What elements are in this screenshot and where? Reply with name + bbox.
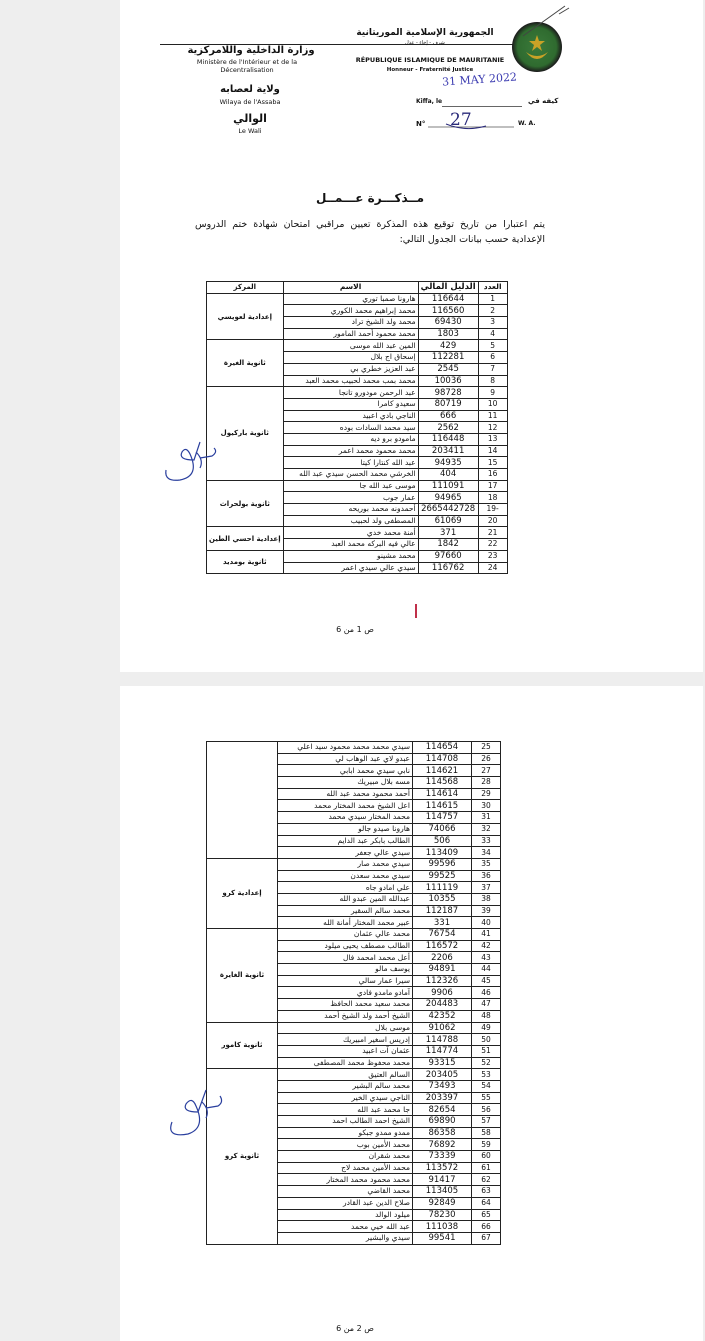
- date-stamp: 31 MAY 2022: [441, 70, 518, 89]
- republic-fr: RÉPUBLIQUE ISLAMIQUE DE MAURITANIE: [355, 56, 505, 64]
- row-financial-id: 114614: [413, 788, 472, 800]
- row-name: محمد محفوظ محمد المصطفى: [278, 1057, 413, 1069]
- row-number: 57: [472, 1116, 501, 1128]
- place-label-ar: كيفه في: [528, 97, 559, 105]
- row-financial-id: 10036: [418, 375, 478, 387]
- row-number: 18: [478, 492, 507, 504]
- row-name: ميلود الوالد: [278, 1209, 413, 1221]
- row-financial-id: 116560: [418, 305, 478, 317]
- document-page-2: [120, 686, 703, 1341]
- row-name: سيد محمد السادات بوده: [283, 422, 418, 434]
- emblem-signature-icon: [515, 2, 575, 42]
- row-name: سيدي محمد محمد محمود سيد اعلي: [278, 742, 413, 754]
- row-financial-id: 99596: [413, 858, 472, 870]
- number-suffix: W. A.: [518, 120, 536, 127]
- row-number: 12: [478, 422, 507, 434]
- number-value: 27: [450, 110, 472, 130]
- row-name: عبد الله خيي محمد: [278, 1221, 413, 1233]
- observers-table-page-1: [206, 281, 508, 574]
- row-name: عمار جوب: [283, 492, 418, 504]
- row-number: 14: [478, 445, 507, 457]
- row-name: اعل الشيخ محمد المختار محمد: [278, 800, 413, 812]
- row-number: 52: [472, 1057, 501, 1069]
- row-name: عبد الله كنتارا كيتا: [283, 457, 418, 469]
- red-mark: [415, 604, 417, 618]
- date-line: [442, 106, 522, 107]
- row-number: 22: [478, 539, 507, 551]
- row-number: 55: [472, 1092, 501, 1104]
- row-financial-id: 112187: [413, 905, 472, 917]
- row-number: 25: [472, 742, 501, 754]
- row-name: آمادو مامدو فادي: [278, 987, 413, 999]
- motto-ar: شرف - إخاء - عدل: [405, 40, 445, 46]
- row-number: 10: [478, 398, 507, 410]
- row-name: محمد المختار سيدي محمد: [278, 812, 413, 824]
- row-financial-id: 111038: [413, 1221, 472, 1233]
- table-header-row: [207, 282, 508, 294]
- row-name: موسى عبد الله جا: [283, 480, 418, 492]
- row-number: 9: [478, 387, 507, 399]
- document-page-1: [120, 0, 703, 672]
- row-financial-id: 116644: [418, 293, 478, 305]
- row-number: 1: [478, 293, 507, 305]
- row-exam-center: ثانوية كامور: [207, 1022, 278, 1069]
- row-number: 65: [472, 1209, 501, 1221]
- row-number: 7: [478, 363, 507, 375]
- row-name: أحمدونه محمد بوريحه: [283, 504, 418, 516]
- row-number: 35: [472, 858, 501, 870]
- row-number: 13: [478, 433, 507, 445]
- row-name: سعيدو كامرا: [283, 398, 418, 410]
- row-number: 27: [472, 765, 501, 777]
- row-financial-id: 99525: [413, 870, 472, 882]
- row-name: عالي فيه البركه محمد العبد: [283, 539, 418, 551]
- row-number: 66: [472, 1221, 501, 1233]
- row-name: المصطفى ولد لحبيب: [283, 515, 418, 527]
- table-row: [207, 858, 501, 870]
- row-financial-id: 203411: [418, 445, 478, 457]
- row-financial-id: 1842: [418, 539, 478, 551]
- table-row: [207, 929, 501, 941]
- row-number: 34: [472, 847, 501, 859]
- row-number: 50: [472, 1034, 501, 1046]
- place-label: Kiffa, le: [416, 98, 443, 105]
- row-name: أمنة محمد خدي: [283, 527, 418, 539]
- row-name: سيدي عالي جعفر: [278, 847, 413, 859]
- row-name: الخرشي محمد الحسن سيدي عبد الله: [283, 469, 418, 481]
- row-number: 4: [478, 328, 507, 340]
- table-row: [207, 387, 508, 399]
- row-financial-id: 506: [413, 835, 472, 847]
- row-financial-id: 1803: [418, 328, 478, 340]
- row-name: الطالب بابكر عبد الدايم: [278, 835, 413, 847]
- row-number: 32: [472, 823, 501, 835]
- row-financial-id: 114788: [413, 1034, 472, 1046]
- number-underline: [426, 118, 516, 132]
- row-name: محمد سالم السقير: [278, 905, 413, 917]
- row-number: 61: [472, 1162, 501, 1174]
- row-financial-id: 9906: [413, 987, 472, 999]
- row-number: 47: [472, 999, 501, 1011]
- row-financial-id: 78230: [413, 1209, 472, 1221]
- col-header-name: الاسم: [283, 282, 418, 294]
- table-row: [207, 480, 508, 492]
- row-number: 5: [478, 340, 507, 352]
- wali-fr: Le Wali: [238, 127, 262, 135]
- row-number: 42: [472, 940, 501, 952]
- row-name: محمد ولد الشيخ تراد: [283, 317, 418, 329]
- row-name: مسه بلال مبيريك: [278, 777, 413, 789]
- row-name: محمد إبراهيم محمد الكوري: [283, 305, 418, 317]
- row-number: 43: [472, 952, 501, 964]
- ministry-fr: Ministère de l'Intérieur et de la Décentralisation: [196, 58, 298, 74]
- motto-fr: Honneur - Fraternité Justice: [386, 67, 474, 73]
- row-financial-id: 92849: [413, 1197, 472, 1209]
- row-exam-center: إعدادية كرو: [207, 858, 278, 928]
- row-number: 45: [472, 975, 501, 987]
- row-name: محمد محمود محمد المختار: [278, 1174, 413, 1186]
- row-financial-id: 69890: [413, 1116, 472, 1128]
- wilaya-ar: ولاية لعصابه: [220, 84, 280, 95]
- republic-ar: الجمهورية الإسلامية الموريتانية: [356, 28, 494, 38]
- row-name: الشيخ أحمد ولد الشيخ أحمد: [278, 1010, 413, 1022]
- row-financial-id: 97660: [418, 550, 478, 562]
- signature-icon: [162, 1074, 242, 1144]
- table-row: [207, 550, 508, 562]
- observers-table-page-2: [206, 741, 501, 1245]
- row-number: 58: [472, 1127, 501, 1139]
- row-name: أحمد محمود محمد عبد الله: [278, 788, 413, 800]
- row-name: الناجي بادي اعبيد: [283, 410, 418, 422]
- row-number: 21: [478, 527, 507, 539]
- row-number: 67: [472, 1232, 501, 1244]
- row-financial-id: 42352: [413, 1010, 472, 1022]
- row-name: الطالب مصطف يحيى ميلود: [278, 940, 413, 952]
- row-financial-id: 94935: [418, 457, 478, 469]
- row-name: يوسف مالو: [278, 964, 413, 976]
- table-row: [207, 293, 508, 305]
- row-number: 63: [472, 1186, 501, 1198]
- row-exam-center: إعدادية احسي الطين: [207, 527, 284, 550]
- row-number: 41: [472, 929, 501, 941]
- row-financial-id: 204483: [413, 999, 472, 1011]
- row-financial-id: 114774: [413, 1045, 472, 1057]
- row-financial-id: 113409: [413, 847, 472, 859]
- table-row: [207, 527, 508, 539]
- row-number: 30: [472, 800, 501, 812]
- row-financial-id: 2665442728: [418, 504, 478, 516]
- row-name: عثمان آت اعبيد: [278, 1045, 413, 1057]
- row-name: محمد شقران: [278, 1151, 413, 1163]
- row-financial-id: 114708: [413, 753, 472, 765]
- row-name: محمد مشينو: [283, 550, 418, 562]
- row-exam-center: ثانوية باركيول: [207, 387, 284, 481]
- row-financial-id: 111119: [413, 882, 472, 894]
- row-name: علي امادو جاه: [278, 882, 413, 894]
- row-financial-id: 10355: [413, 893, 472, 905]
- row-name: هارونا صيدو جالو: [278, 823, 413, 835]
- row-number: 8: [478, 375, 507, 387]
- row-financial-id: 69430: [418, 317, 478, 329]
- row-name: إدريس اسغير امبيريك: [278, 1034, 413, 1046]
- table-row: [207, 340, 508, 352]
- row-number: 37: [472, 882, 501, 894]
- row-financial-id: 73493: [413, 1080, 472, 1092]
- row-name: صلاح الدين عبد القادر: [278, 1197, 413, 1209]
- row-name: عبير محمد المختار أمانة الله: [278, 917, 413, 929]
- row-name: عبدو لاي عبد الوهاب لي: [278, 753, 413, 765]
- row-name: إسحاق اج بلال: [283, 352, 418, 364]
- row-number: 49: [472, 1022, 501, 1034]
- row-number: 26: [472, 753, 501, 765]
- row-financial-id: 94965: [418, 492, 478, 504]
- row-financial-id: 113405: [413, 1186, 472, 1198]
- row-financial-id: 74066: [413, 823, 472, 835]
- row-financial-id: 2562: [418, 422, 478, 434]
- row-number: 59: [472, 1139, 501, 1151]
- row-name: عبد العزيز خطري بي: [283, 363, 418, 375]
- row-number: 3: [478, 317, 507, 329]
- row-financial-id: 91417: [413, 1174, 472, 1186]
- number-label: N°: [416, 120, 426, 128]
- row-name: محمد محمود أحمد المامور: [283, 328, 418, 340]
- row-name: سيرا عمار سالي: [278, 975, 413, 987]
- col-header-code: الدليل المالي: [418, 282, 478, 294]
- row-financial-id: 666: [418, 410, 478, 422]
- table-row: [207, 742, 501, 754]
- row-financial-id: 429: [418, 340, 478, 352]
- page-number: ص 1 من 6: [336, 625, 374, 634]
- row-number: 17: [478, 480, 507, 492]
- row-number: 6: [478, 352, 507, 364]
- row-name: محمد الأمين محمد لاج: [278, 1162, 413, 1174]
- row-number: 36: [472, 870, 501, 882]
- row-financial-id: 112326: [413, 975, 472, 987]
- row-name: سيدي محمد سعدن: [278, 870, 413, 882]
- row-name: عبد الرحمن مودورو تانجا: [283, 387, 418, 399]
- row-number: 24: [478, 562, 507, 574]
- row-name: محمد الأمين بوب: [278, 1139, 413, 1151]
- row-name: هارونا صمبا توري: [283, 293, 418, 305]
- page-number: ص 2 من 6: [336, 1324, 374, 1333]
- row-number: 53: [472, 1069, 501, 1081]
- table-row: [207, 1022, 501, 1034]
- row-number: 28: [472, 777, 501, 789]
- row-name: أعل محمد امحمد فال: [278, 952, 413, 964]
- row-number: 56: [472, 1104, 501, 1116]
- row-financial-id: 80719: [418, 398, 478, 410]
- row-name: سيدي عالي سيدي اعمر: [283, 562, 418, 574]
- row-financial-id: 371: [418, 527, 478, 539]
- row-name: محمد سالم البشير: [278, 1080, 413, 1092]
- row-name: الناجي سيدي الخير: [278, 1092, 413, 1104]
- row-number: -19: [478, 504, 507, 516]
- row-number: 64: [472, 1197, 501, 1209]
- row-exam-center: ثانوية الغيرة: [207, 340, 284, 387]
- col-header-center: المركز: [207, 282, 284, 294]
- row-financial-id: 61069: [418, 515, 478, 527]
- row-financial-id: 331: [413, 917, 472, 929]
- row-name: الشيخ احمد الطالب احمد: [278, 1116, 413, 1128]
- row-financial-id: 2206: [413, 952, 472, 964]
- row-financial-id: 76754: [413, 929, 472, 941]
- row-financial-id: 114568: [413, 777, 472, 789]
- row-number: 60: [472, 1151, 501, 1163]
- row-name: ممدو ممدو جبكو: [278, 1127, 413, 1139]
- row-number: 31: [472, 812, 501, 824]
- row-number: 54: [472, 1080, 501, 1092]
- row-financial-id: 99541: [413, 1232, 472, 1244]
- ministry-ar: وزارة الداخلية واللامركزية: [187, 45, 315, 56]
- row-exam-center: ثانوية كرو: [207, 1069, 278, 1244]
- row-name: محمد بمب محمد لحبيب محمد العبد: [283, 375, 418, 387]
- row-exam-center: [207, 742, 278, 859]
- col-header-number: العدد: [478, 282, 507, 294]
- wali-ar: الوالي: [233, 112, 267, 125]
- row-financial-id: 112281: [418, 352, 478, 364]
- signature-icon: [160, 430, 240, 490]
- row-financial-id: 114615: [413, 800, 472, 812]
- row-financial-id: 114621: [413, 765, 472, 777]
- row-exam-center: ثانوية بولحراث: [207, 480, 284, 527]
- row-financial-id: 98728: [418, 387, 478, 399]
- memo-intro: يتم اعتبارا من تاريخ توقيع هذه المذكرة تعيين مراقبي امتحان شهادة ختم الدروس الإعدادية حسب بيانات الجدول التالي:: [195, 219, 545, 245]
- row-financial-id: 94891: [413, 964, 472, 976]
- row-number: 16: [478, 469, 507, 481]
- row-number: 29: [472, 788, 501, 800]
- row-number: 20: [478, 515, 507, 527]
- row-financial-id: 2545: [418, 363, 478, 375]
- row-number: 62: [472, 1174, 501, 1186]
- row-name: جا محمد عبد الله: [278, 1104, 413, 1116]
- row-number: 11: [478, 410, 507, 422]
- row-exam-center: إعدادية لعويسي: [207, 293, 284, 340]
- row-financial-id: 93315: [413, 1057, 472, 1069]
- row-financial-id: 203405: [413, 1069, 472, 1081]
- row-financial-id: 91062: [413, 1022, 472, 1034]
- row-financial-id: 76892: [413, 1139, 472, 1151]
- row-name: السالم العتيق: [278, 1069, 413, 1081]
- row-name: محمد سعيد محمد الحافظ: [278, 999, 413, 1011]
- row-financial-id: 116762: [418, 562, 478, 574]
- row-number: 39: [472, 905, 501, 917]
- row-financial-id: 114757: [413, 812, 472, 824]
- table-row: [207, 1069, 501, 1081]
- row-number: 44: [472, 964, 501, 976]
- row-name: محمد محمود محمد اعمر: [283, 445, 418, 457]
- row-name: محمد القاضي: [278, 1186, 413, 1198]
- row-financial-id: 404: [418, 469, 478, 481]
- row-name: محمد عالي عثمان: [278, 929, 413, 941]
- row-financial-id: 116448: [418, 433, 478, 445]
- row-name: موسى بلال: [278, 1022, 413, 1034]
- row-name: سيدي محمد صار: [278, 858, 413, 870]
- row-number: 23: [478, 550, 507, 562]
- row-name: نابي سيدي محمد ابابي: [278, 765, 413, 777]
- row-number: 33: [472, 835, 501, 847]
- row-financial-id: 73339: [413, 1151, 472, 1163]
- row-financial-id: 114654: [413, 742, 472, 754]
- row-financial-id: 111091: [418, 480, 478, 492]
- row-number: 38: [472, 893, 501, 905]
- row-financial-id: 113572: [413, 1162, 472, 1174]
- row-number: 40: [472, 917, 501, 929]
- wilaya-fr: Wilaya de l'Assaba: [219, 98, 281, 106]
- row-number: 46: [472, 987, 501, 999]
- row-name: المين عبد الله موسى: [283, 340, 418, 352]
- row-number: 2: [478, 305, 507, 317]
- row-number: 48: [472, 1010, 501, 1022]
- memo-title: مــذكـــرة عـــمــل: [315, 191, 425, 205]
- row-name: مامودو برو ديه: [283, 433, 418, 445]
- row-number: 15: [478, 457, 507, 469]
- row-exam-center: ثانوية الغايرة: [207, 929, 278, 1023]
- row-name: سيدي والبشير: [278, 1232, 413, 1244]
- row-exam-center: ثانوية بومديد: [207, 550, 284, 573]
- row-number: 51: [472, 1045, 501, 1057]
- row-financial-id: 86358: [413, 1127, 472, 1139]
- row-financial-id: 82654: [413, 1104, 472, 1116]
- row-name: عبدالله المين عبدو الله: [278, 893, 413, 905]
- row-financial-id: 203397: [413, 1092, 472, 1104]
- row-financial-id: 116572: [413, 940, 472, 952]
